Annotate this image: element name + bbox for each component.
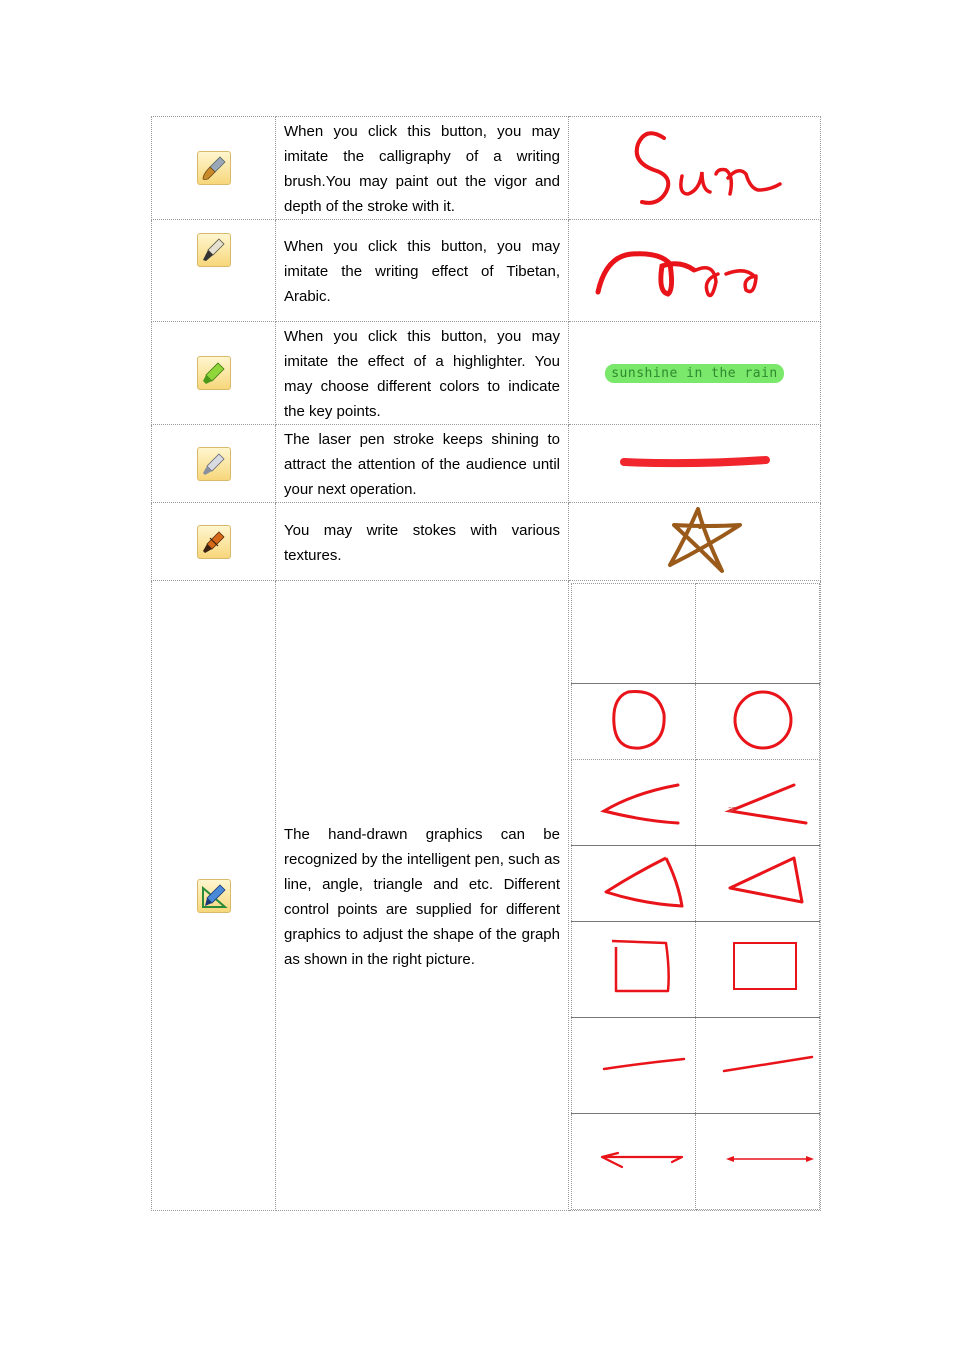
- recognized-rectangle: [698, 927, 818, 1007]
- icon-cell: [152, 503, 276, 581]
- table-row: [152, 425, 821, 503]
- icon-cell: [152, 220, 276, 322]
- row-description: When you click this button, you may imitate the effect of a highlighter. You may choose different colors to indicate the key points.: [284, 328, 560, 420]
- table-row: [152, 322, 821, 425]
- laser-pen-icon: [198, 448, 230, 480]
- table-row: [152, 220, 821, 322]
- textured-star-sample: [570, 503, 820, 575]
- tibetan-pen-button[interactable]: [197, 233, 231, 267]
- hand-drawn-rectangle: [574, 927, 694, 1007]
- hand-drawn-line-cell: [572, 1018, 696, 1114]
- hand-drawn-circle: [574, 684, 694, 754]
- description-cell: [276, 220, 569, 322]
- sample-cell: [569, 503, 821, 581]
- sample-cell: [569, 322, 821, 425]
- writing-brush-icon: [198, 152, 230, 184]
- sample-cell: [569, 220, 821, 322]
- recognized-circle: [698, 684, 818, 754]
- highlighter-button[interactable]: [197, 356, 231, 390]
- table-row: [152, 503, 821, 581]
- recognized-rectangle-cell: [696, 922, 820, 1018]
- recognized-line: [698, 1033, 818, 1093]
- laser-stroke-sample: [570, 441, 820, 481]
- hand-drawn-triangle: [574, 846, 694, 916]
- icon-cell: [152, 581, 276, 1211]
- recognized-circle-cell: [696, 684, 820, 760]
- description-cell: [276, 503, 569, 581]
- recognized-arrow-cell: [696, 1114, 820, 1210]
- sample-cell: [569, 425, 821, 503]
- row-description: The laser pen stroke keeps shining to attract the attention of the audience until your next operation.: [284, 431, 560, 498]
- table-row: [152, 117, 821, 220]
- icon-cell: [152, 425, 276, 503]
- hand-drawn-circle-cell: [572, 684, 696, 760]
- description-cell: [276, 117, 569, 220]
- texture-pen-button[interactable]: [197, 525, 231, 559]
- stray-label: 3F: [728, 807, 737, 814]
- highlighted-text-sample: sunshine in the rain: [605, 364, 784, 383]
- tibetan-pen-icon: [198, 234, 230, 266]
- hand-drawn-double-arrow: [574, 1129, 694, 1189]
- grid-row: [572, 684, 820, 760]
- grid-row: [572, 760, 820, 846]
- grid-row: [572, 1018, 820, 1114]
- calligraphy-sun-sample: [570, 118, 820, 214]
- shape-recognition-grid: [571, 583, 820, 1210]
- row-description: The hand-drawn graphics can be recognized by the intelligent pen, such as line, angle, triangle and etc. Different control points are supplied for different graphics to adjust the shape of the graph as shown in the right picture.: [284, 825, 560, 968]
- grid-row: [572, 1114, 820, 1210]
- texture-pen-icon: [198, 526, 230, 558]
- recognized-angle-cell: [696, 760, 820, 846]
- row-description: When you click this button, you may imitate the calligraphy of a writing brush.You may paint out the vigor and depth of the stroke with it.: [284, 123, 560, 215]
- hand-drawn-angle: [574, 765, 694, 835]
- hand-drawn-arrow-cell: [572, 1114, 696, 1210]
- grid-row: [572, 922, 820, 1018]
- recognized-triangle: [698, 846, 818, 916]
- intelligent-pen-icon: [198, 880, 230, 912]
- table-row: [152, 581, 821, 1211]
- recognized-angle: [698, 765, 818, 835]
- hand-drawn-line: [574, 1033, 694, 1093]
- recognized-triangle-cell: [696, 846, 820, 922]
- hand-drawn-triangle-cell: [572, 846, 696, 922]
- intelligent-pen-button[interactable]: [197, 879, 231, 913]
- description-cell: [276, 322, 569, 425]
- hand-drawn-angle-cell: [572, 760, 696, 846]
- grid-row: [572, 846, 820, 922]
- description-cell: [276, 425, 569, 503]
- icon-cell: [152, 322, 276, 425]
- tibetan-stroke-sample: [570, 220, 820, 316]
- row-description: You may write stokes with various textures.: [284, 521, 560, 564]
- hand-drawn-rectangle-cell: [572, 922, 696, 1018]
- sample-cell: [569, 117, 821, 220]
- highlighter-icon: [198, 357, 230, 389]
- grid-cell-empty: [696, 584, 820, 684]
- grid-cell-empty: [572, 584, 696, 684]
- pen-types-table: [151, 116, 821, 1211]
- icon-cell: [152, 117, 276, 220]
- recognized-line-cell: [696, 1018, 820, 1114]
- description-cell: [276, 581, 569, 1211]
- recognized-double-arrow: [698, 1129, 818, 1189]
- laser-pen-button[interactable]: [197, 447, 231, 481]
- row-description: When you click this button, you may imitate the writing effect of Tibetan, Arabic.: [284, 238, 560, 305]
- writing-brush-button[interactable]: [197, 151, 231, 185]
- grid-row: [572, 584, 820, 684]
- sample-cell: [569, 581, 821, 1211]
